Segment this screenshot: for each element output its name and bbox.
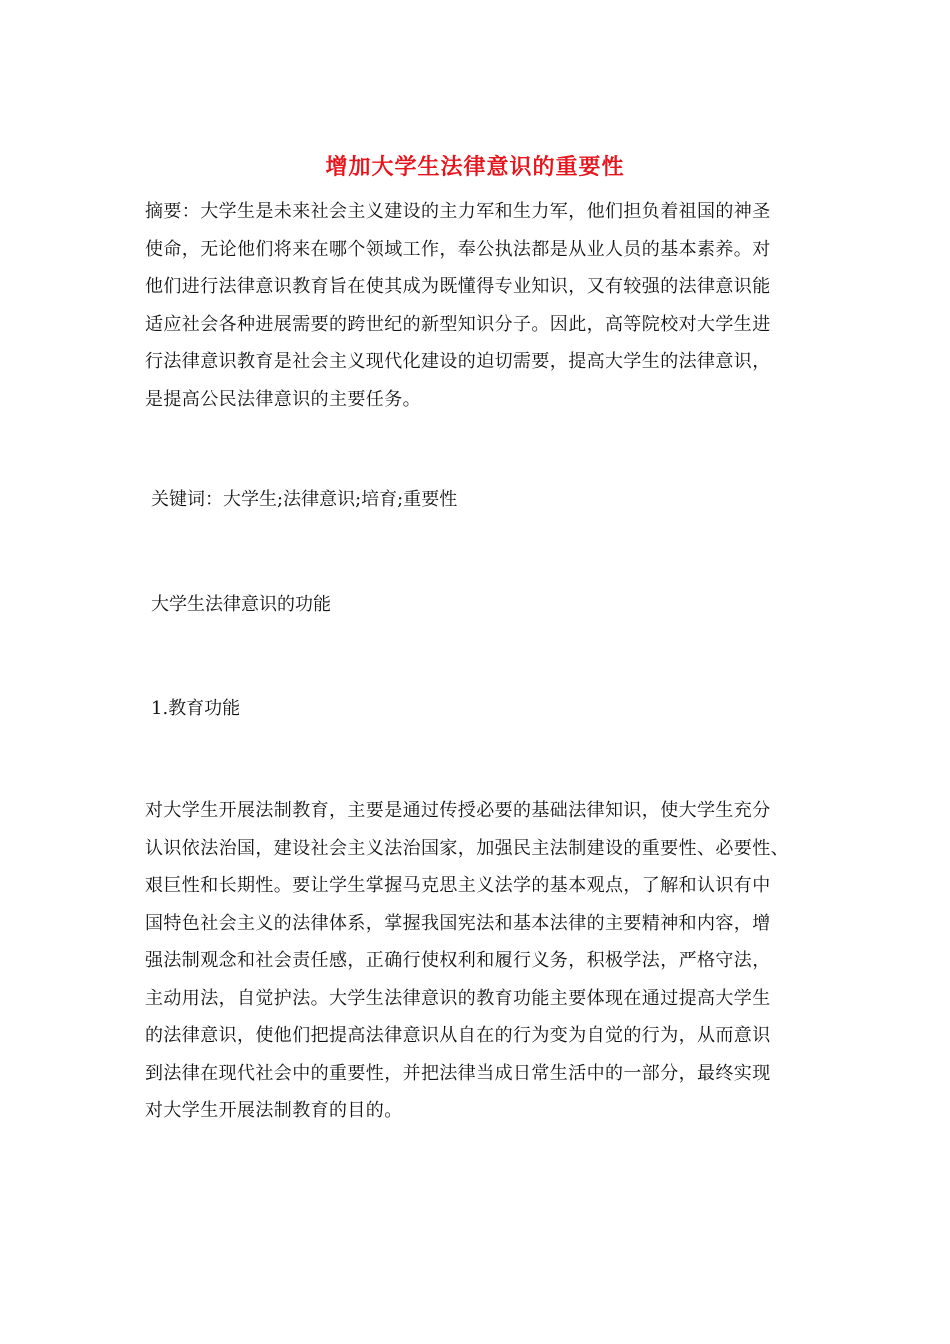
section-heading: 大学生法律意识的功能	[151, 594, 331, 615]
abstract-line: 是提高公民法律意识的主要任务。	[145, 388, 421, 410]
body-line: 强法制观念和社会责任感，正确行使权利和履行义务，积极学法，严格守法，	[145, 950, 771, 971]
body-line: 到法律在现代社会中的重要性，并把法律当成日常生活中的一部分，最终实现	[145, 1062, 771, 1084]
body-line: 国特色社会主义的法律体系，掌握我国宪法和基本法律的主要精神和内容，增	[145, 912, 771, 934]
abstract-paragraph	[145, 193, 810, 418]
body-line: 对大学生开展法制教育的目的。	[145, 1100, 403, 1121]
abstract-line: 他们进行法律意识教育旨在使其成为既懂得专业知识，又有较强的法律意识能	[145, 276, 771, 297]
abstract-line: 适应社会各种进展需要的跨世纪的新型知识分子。因此，高等院校对大学生进	[145, 313, 771, 335]
body-line: 艰巨性和长期性。要让学生掌握马克思主义法学的基本观点，了解和认识有中	[145, 875, 771, 896]
abstract-line: 行法律意识教育是社会主义现代化建设的迫切需要，提高大学生的法律意识，	[145, 351, 771, 372]
body-line: 的法律意识，使他们把提高法律意识从自在的行为变为自觉的行为，从而意识	[145, 1025, 771, 1046]
document-title: 增加大学生法律意识的重要性	[325, 155, 625, 180]
body-line: 对大学生开展法制教育，主要是通过传授必要的基础法律知识，使大学生充分	[145, 800, 771, 821]
keywords-line: 关键词：大学生;法律意识;培育;重要性	[151, 489, 458, 510]
body-paragraph	[145, 792, 810, 1130]
abstract-line: 摘要：大学生是未来社会主义建设的主力军和生力军，他们担负着祖国的神圣	[145, 201, 771, 222]
subsection-heading: 1.教育功能	[151, 698, 241, 719]
body-line: 认识依法治国，建设社会主义法治国家，加强民主法制建设的重要性、必要性、	[145, 837, 789, 859]
body-line: 主动用法，自觉护法。大学生法律意识的教育功能主要体现在通过提高大学生	[145, 987, 771, 1009]
abstract-line: 使命，无论他们将来在哪个领域工作，奉公执法都是从业人员的基本素养。对	[145, 238, 771, 260]
